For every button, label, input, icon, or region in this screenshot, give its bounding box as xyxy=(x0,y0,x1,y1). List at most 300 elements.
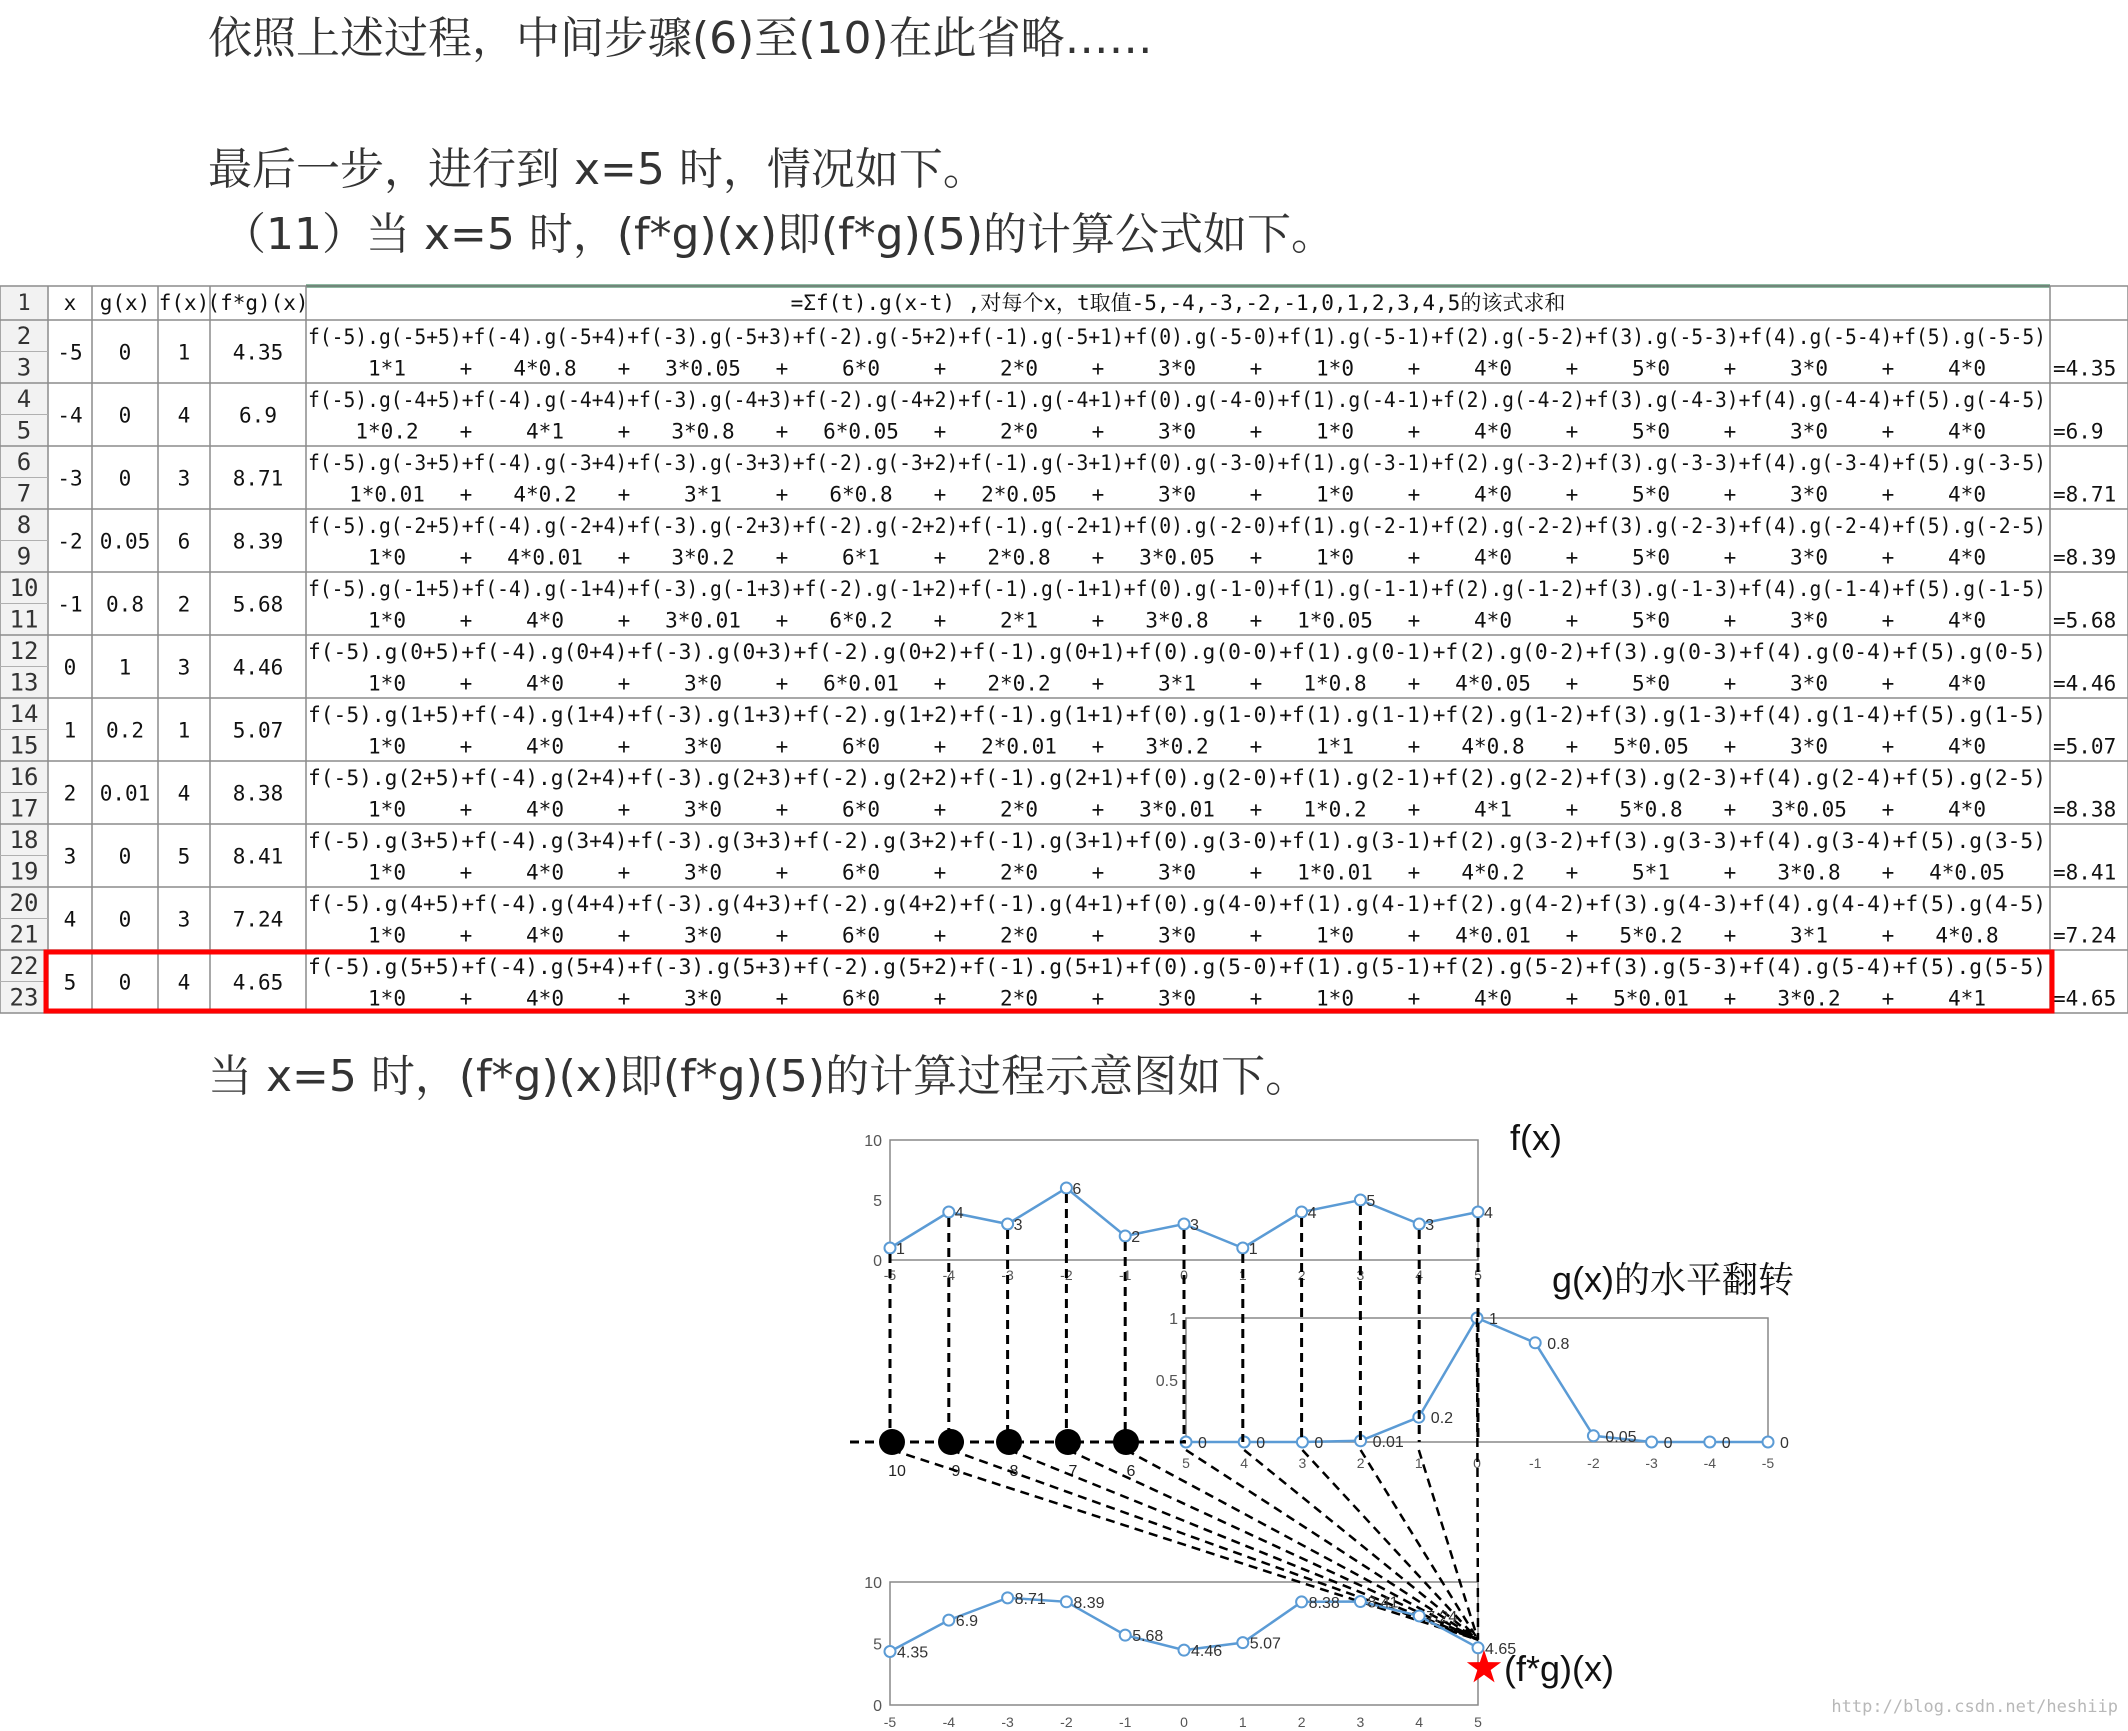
formula-line: f(-5).g(0+5)+f(-4).g(0+4)+f(-3).g(0+3)+f(-2).g(0+2)+f(-1).g(0+1)+f(0).g(0-0)+f(1).g(0-1)+f(2).g(0-2)+f(3).g(0-3)+f(4).g(0-4)+f(5).g(0-5) xyxy=(308,639,2047,664)
term-value: 4*0 xyxy=(526,608,564,633)
plus-sign: + xyxy=(775,797,789,822)
g-point xyxy=(1588,1430,1599,1441)
term-value: 4*0 xyxy=(1948,797,1986,822)
g-point xyxy=(1646,1437,1657,1448)
term-value: 3*0 xyxy=(1158,419,1196,444)
plus-sign: + xyxy=(1723,419,1737,444)
cell-g: 0 xyxy=(118,907,132,932)
f-ytick-label: 10 xyxy=(864,1133,882,1150)
term-value: 6*0 xyxy=(842,923,880,948)
f-plot-frame xyxy=(890,1140,1478,1260)
g-point-label: 0 xyxy=(1780,1435,1789,1452)
converging-line xyxy=(1126,1450,1478,1640)
f-xtick-label: -4 xyxy=(942,1267,956,1283)
f-ytick-label: 0 xyxy=(873,1253,882,1270)
cell-x: 5 xyxy=(63,970,77,995)
row-number: 2 xyxy=(16,321,32,350)
formula-line: f(-5).g(-3+5)+f(-4).g(-3+4)+f(-3).g(-3+3)+f(-2).g(-3+2)+f(-1).g(-3+1)+f(0).g(-3-0)+f(1).g(-3-1)+f(2).g(-3-2)+f(3).g(-3-3)+f(4).g(-3-4)+f(5).g(-3-5) xyxy=(308,450,2046,475)
cell-f: 6 xyxy=(177,529,191,554)
term-value: 2*0 xyxy=(1000,923,1038,948)
plus-sign: + xyxy=(1565,923,1579,948)
plus-sign: + xyxy=(1249,797,1263,822)
term-value: 4*0.2 xyxy=(513,482,577,507)
plus-sign: + xyxy=(775,356,789,381)
term-value: 1*0 xyxy=(1316,356,1354,381)
term-value: 3*0 xyxy=(1158,986,1196,1011)
f-xtick-label: 2 xyxy=(1297,1267,1306,1283)
term-value: 4*0.8 xyxy=(1461,734,1525,759)
last-step-paragraph: 最后一步，进行到 x=5 时，情况如下。 xyxy=(208,144,987,195)
term-value: 3*1 xyxy=(1158,671,1196,696)
plus-sign: + xyxy=(933,671,947,696)
plus-sign: + xyxy=(617,482,631,507)
term-value: 4*0 xyxy=(1948,419,1986,444)
conv-title: (f*g)(x) xyxy=(1504,1647,1614,1689)
term-value: 1*0 xyxy=(368,986,406,1011)
plus-sign: + xyxy=(459,356,473,381)
plus-sign: + xyxy=(1723,860,1737,885)
g-xtick-label: 4 xyxy=(1240,1455,1249,1471)
row-number: 15 xyxy=(9,731,39,760)
plus-sign: + xyxy=(1881,545,1895,570)
term-value: 1*0 xyxy=(368,734,406,759)
plus-sign: + xyxy=(1565,608,1579,633)
row-number: 19 xyxy=(9,857,39,886)
f-point xyxy=(1296,1207,1307,1218)
plus-sign: + xyxy=(933,986,947,1011)
cell-g: 0 xyxy=(118,466,132,491)
plus-sign: + xyxy=(1091,608,1105,633)
f-xtick-label: -2 xyxy=(1060,1267,1073,1283)
g-xtick-label: 3 xyxy=(1298,1455,1307,1471)
g-xtick-label: -1 xyxy=(1528,1455,1542,1471)
term-value: 2*0.2 xyxy=(987,671,1051,696)
g-xtick-label: -2 xyxy=(1587,1455,1600,1471)
term-value: 4*0 xyxy=(1474,482,1512,507)
conv-point xyxy=(1002,1592,1013,1603)
formula-line: f(-5).g(5+5)+f(-4).g(5+4)+f(-3).g(5+3)+f(-2).g(5+2)+f(-1).g(5+1)+f(0).g(5-0)+f(1).g(5-1)+f(2).g(5-2)+f(3).g(5-3)+f(4).g(5-4)+f(5).g(5-5) xyxy=(308,954,2047,979)
formula-line: f(-5).g(-1+5)+f(-4).g(-1+4)+f(-3).g(-1+3)+f(-2).g(-1+2)+f(-1).g(-1+1)+f(0).g(-1-0)+f(1).g(-1-1)+f(2).g(-1-2)+f(3).g(-1-3)+f(4).g(-1-4)+f(5).g(-1-5) xyxy=(308,576,2046,601)
plus-sign: + xyxy=(1407,419,1421,444)
plus-sign: + xyxy=(1565,860,1579,885)
plus-sign: + xyxy=(1091,734,1105,759)
row-number: 23 xyxy=(9,983,39,1012)
plus-sign: + xyxy=(459,608,473,633)
formula-line: f(-5).g(3+5)+f(-4).g(3+4)+f(-3).g(3+3)+f(-2).g(3+2)+f(-1).g(3+1)+f(0).g(3-0)+f(1).g(3-1)+f(2).g(3-2)+f(3).g(3-3)+f(4).g(3-4)+f(5).g(3-5) xyxy=(308,828,2047,853)
plus-sign: + xyxy=(1881,482,1895,507)
watermark-text: http://blog.csdn.net/heshiip xyxy=(1831,1697,2118,1717)
term-value: 3*0 xyxy=(684,734,722,759)
plus-sign: + xyxy=(933,482,947,507)
cell-result: =6.9 xyxy=(2053,419,2104,444)
term-value: 1*0 xyxy=(1316,986,1354,1011)
header-fg: (f*g)(x) xyxy=(207,291,309,315)
cell-fg: 8.71 xyxy=(232,466,284,491)
plus-sign: + xyxy=(1565,356,1579,381)
term-value: 4*0 xyxy=(526,671,564,696)
plus-sign: + xyxy=(1249,545,1263,570)
cell-fg: 7.24 xyxy=(232,907,284,932)
conv-point xyxy=(1061,1596,1072,1607)
header-formula: =Σf(t).g(x-t) ,对每个x，t取值-5,-4,-3,-2,-1,0,1,2,3,4,5的该式求和 xyxy=(790,291,1566,315)
conv-xtick-label: -1 xyxy=(1118,1714,1132,1730)
plus-sign: + xyxy=(1249,482,1263,507)
plus-sign: + xyxy=(933,797,947,822)
plus-sign: + xyxy=(617,923,631,948)
formula-line: f(-5).g(2+5)+f(-4).g(2+4)+f(-3).g(2+3)+f(-2).g(2+2)+f(-1).g(2+1)+f(0).g(2-0)+f(1).g(2-1)+f(2).g(2-2)+f(3).g(2-3)+f(4).g(2-4)+f(5).g(2-5) xyxy=(308,765,2047,790)
plus-sign: + xyxy=(459,545,473,570)
term-value: 4*0 xyxy=(1948,608,1986,633)
cell-fg: 8.41 xyxy=(232,844,284,869)
cell-x: 4 xyxy=(63,907,77,932)
cell-result: =4.35 xyxy=(2053,356,2117,381)
f-title: f(x) xyxy=(1510,1117,1562,1158)
conv-ytick-label: 10 xyxy=(864,1575,882,1592)
plus-sign: + xyxy=(775,860,789,885)
term-value: 4*0.2 xyxy=(1461,860,1525,885)
formula-line: f(-5).g(4+5)+f(-4).g(4+4)+f(-3).g(4+3)+f(-2).g(4+2)+f(-1).g(4+1)+f(0).g(4-0)+f(1).g(4-1)+f(2).g(4-2)+f(3).g(4-3)+f(4).g(4-4)+f(5).g(4-5) xyxy=(308,891,2047,916)
g-point-label: 0 xyxy=(1198,1435,1207,1452)
plus-sign: + xyxy=(1565,419,1579,444)
f-point xyxy=(1355,1195,1366,1206)
conv-xtick-label: 2 xyxy=(1297,1714,1306,1730)
term-value: 3*0 xyxy=(684,671,722,696)
term-value: 1*0.8 xyxy=(1303,671,1367,696)
cell-fg: 8.39 xyxy=(232,529,284,554)
plus-sign: + xyxy=(459,860,473,885)
cell-f: 4 xyxy=(177,403,191,428)
term-value: 6*0.2 xyxy=(829,608,893,633)
plus-sign: + xyxy=(933,608,947,633)
row-number: 11 xyxy=(9,605,39,634)
f-point xyxy=(1061,1183,1072,1194)
plus-sign: + xyxy=(1249,356,1263,381)
plus-sign: + xyxy=(1407,356,1421,381)
row-number: 14 xyxy=(9,699,39,728)
conv-xtick-label: 5 xyxy=(1474,1714,1482,1730)
conv-point xyxy=(1355,1596,1366,1607)
cell-x: 1 xyxy=(63,718,77,743)
g-point xyxy=(1530,1337,1541,1348)
plus-sign: + xyxy=(1091,419,1105,444)
intro-paragraph: 依照上述过程，中间步骤(6)至(10)在此省略…… xyxy=(208,13,1153,64)
plus-sign: + xyxy=(1249,734,1263,759)
term-value: 4*0 xyxy=(1948,545,1986,570)
plus-sign: + xyxy=(1881,671,1895,696)
g-point-label: 0 xyxy=(1721,1435,1731,1452)
row-number: 5 xyxy=(16,416,32,445)
f-point xyxy=(1237,1243,1248,1254)
row-number: 13 xyxy=(9,668,39,697)
cell-g: 0.01 xyxy=(99,781,151,806)
formula-line: f(-5).g(-2+5)+f(-4).g(-2+4)+f(-3).g(-2+3)+f(-2).g(-2+2)+f(-1).g(-2+1)+f(0).g(-2-0)+f(1).g(-2-1)+f(2).g(-2-2)+f(3).g(-2-3)+f(4).g(-2-4)+f(5).g(-2-5) xyxy=(308,513,2046,538)
plus-sign: + xyxy=(459,986,473,1011)
term-value: 5*0.8 xyxy=(1619,797,1683,822)
f-point-label: 3 xyxy=(1013,1217,1023,1234)
cell-g: 0.8 xyxy=(106,592,144,617)
g-xtick-label: 2 xyxy=(1356,1455,1365,1471)
plus-sign: + xyxy=(1407,797,1421,822)
f-xtick-label: -5 xyxy=(883,1267,897,1283)
f-point-label: 2 xyxy=(1131,1229,1141,1246)
row-number: 3 xyxy=(16,353,32,382)
plus-sign: + xyxy=(1407,860,1421,885)
cell-result: =8.38 xyxy=(2053,797,2117,822)
plus-sign: + xyxy=(459,419,473,444)
plus-sign: + xyxy=(617,797,631,822)
term-value: 6*0.05 xyxy=(823,419,899,444)
cell-f: 3 xyxy=(177,907,191,932)
plus-sign: + xyxy=(1565,671,1579,696)
term-value: 1*0.05 xyxy=(1297,608,1373,633)
conv-point-label: 8.41 xyxy=(1367,1594,1399,1612)
header-g: g(x) xyxy=(99,291,151,315)
conv-xtick-label: 1 xyxy=(1238,1714,1247,1730)
plus-sign: + xyxy=(1091,860,1105,885)
step-11-paragraph: （11）当 x=5 时，(f*g)(x)即(f*g)(5)的计算公式如下。 xyxy=(222,209,1336,260)
cell-g: 0.05 xyxy=(99,529,151,554)
plus-sign: + xyxy=(617,734,631,759)
cell-g: 0 xyxy=(118,340,132,365)
f-xtick-label: 4 xyxy=(1415,1267,1424,1283)
plus-sign: + xyxy=(1091,545,1105,570)
f-point-label: 5 xyxy=(1366,1193,1376,1210)
term-value: 4*0 xyxy=(1948,734,1986,759)
term-value: 1*0.01 xyxy=(349,482,425,507)
term-value: 1*0 xyxy=(1316,482,1354,507)
cell-f: 2 xyxy=(177,592,191,617)
plus-sign: + xyxy=(933,356,947,381)
term-value: 1*0.2 xyxy=(355,419,419,444)
conv-point xyxy=(943,1615,954,1626)
cell-fg: 4.46 xyxy=(232,655,284,680)
plus-sign: + xyxy=(1091,482,1105,507)
f-point xyxy=(1473,1207,1484,1218)
term-value: 3*0 xyxy=(684,797,722,822)
f-point xyxy=(1179,1219,1190,1230)
term-value: 3*0.05 xyxy=(1771,797,1847,822)
cell-f: 4 xyxy=(177,781,191,806)
plus-sign: + xyxy=(775,671,789,696)
plus-sign: + xyxy=(459,734,473,759)
conv-point xyxy=(1179,1645,1190,1656)
term-value: 3*0.05 xyxy=(1139,545,1215,570)
term-value: 4*0 xyxy=(1474,608,1512,633)
term-value: 3*0 xyxy=(1790,671,1828,696)
f-xtick-label: 0 xyxy=(1180,1267,1188,1283)
g-point-label: 0.2 xyxy=(1430,1410,1454,1428)
term-value: 4*0 xyxy=(1474,986,1512,1011)
term-value: 5*0 xyxy=(1632,545,1670,570)
term-value: 4*0 xyxy=(526,986,564,1011)
g-point xyxy=(1704,1437,1715,1448)
term-value: 3*0.8 xyxy=(671,419,735,444)
term-value: 3*0 xyxy=(1790,419,1828,444)
row-number: 17 xyxy=(9,794,39,823)
f-point xyxy=(1120,1231,1131,1242)
term-value: 4*0 xyxy=(526,860,564,885)
f-xtick-label: 3 xyxy=(1356,1267,1365,1283)
plus-sign: + xyxy=(1565,545,1579,570)
plus-sign: + xyxy=(459,671,473,696)
cell-g: 1 xyxy=(118,655,132,680)
plus-sign: + xyxy=(1881,419,1895,444)
plus-sign: + xyxy=(1881,356,1895,381)
formula-line: f(-5).g(-5+5)+f(-4).g(-5+4)+f(-3).g(-5+3)+f(-2).g(-5+2)+f(-1).g(-5+1)+f(0).g(-5-0)+f(1).g(-5-1)+f(2).g(-5-2)+f(3).g(-5-3)+f(4).g(-5-4)+f(5).g(-5-5) xyxy=(308,324,2046,349)
term-value: 3*0.2 xyxy=(671,545,735,570)
term-value: 4*0.8 xyxy=(1935,923,1999,948)
conv-xtick-label: -2 xyxy=(1060,1714,1073,1730)
g-point-label: 0.01 xyxy=(1372,1433,1404,1451)
term-value: 3*0 xyxy=(1790,356,1828,381)
term-value: 2*0 xyxy=(1000,986,1038,1011)
cell-x: -2 xyxy=(57,529,83,554)
black-dot-label: 9 xyxy=(951,1463,961,1480)
term-value: 5*0.2 xyxy=(1619,923,1683,948)
plus-sign: + xyxy=(1407,608,1421,633)
plus-sign: + xyxy=(775,482,789,507)
term-value: 1*0 xyxy=(1316,419,1354,444)
plus-sign: + xyxy=(1723,986,1737,1011)
plus-sign: + xyxy=(933,419,947,444)
plus-sign: + xyxy=(775,734,789,759)
f-xtick-label: -1 xyxy=(1118,1267,1132,1283)
spreadsheet-table xyxy=(0,278,2128,1018)
g-point-label: 0.8 xyxy=(1547,1335,1570,1353)
plus-sign: + xyxy=(1723,545,1737,570)
row-number: 12 xyxy=(9,636,39,665)
header-row-number: 1 xyxy=(17,291,31,316)
convolution-diagram xyxy=(0,1110,2128,1731)
term-value: 1*0 xyxy=(368,797,406,822)
plus-sign: + xyxy=(1249,923,1263,948)
term-value: 3*0.05 xyxy=(665,356,741,381)
term-value: 4*0 xyxy=(526,734,564,759)
conv-xtick-label: -4 xyxy=(942,1714,956,1730)
term-value: 3*0 xyxy=(684,860,722,885)
cell-fg: 5.68 xyxy=(232,592,284,617)
plus-sign: + xyxy=(1407,986,1421,1011)
term-value: 1*0 xyxy=(1316,923,1354,948)
term-value: 6*0 xyxy=(842,797,880,822)
cell-g: 0 xyxy=(118,970,132,995)
plus-sign: + xyxy=(617,356,631,381)
conv-point xyxy=(1120,1630,1131,1641)
row-number: 22 xyxy=(9,951,39,980)
term-value: 3*0 xyxy=(1790,608,1828,633)
conv-point-label: 5.07 xyxy=(1249,1635,1281,1653)
f-point-label: 1 xyxy=(896,1241,905,1258)
term-value: 2*0.05 xyxy=(981,482,1057,507)
plus-sign: + xyxy=(1249,860,1263,885)
term-value: 6*0 xyxy=(842,860,880,885)
term-value: 5*0 xyxy=(1632,671,1670,696)
g-xtick-label: -3 xyxy=(1645,1455,1658,1471)
plus-sign: + xyxy=(933,923,947,948)
plus-sign: + xyxy=(1565,482,1579,507)
cell-result: =5.07 xyxy=(2053,734,2117,759)
g-point xyxy=(1763,1437,1774,1448)
term-value: 6*0.8 xyxy=(829,482,893,507)
cell-x: -1 xyxy=(57,592,83,617)
conv-point-label: 8.39 xyxy=(1073,1594,1105,1612)
plus-sign: + xyxy=(617,608,631,633)
row-number: 10 xyxy=(9,573,39,602)
cell-f: 1 xyxy=(177,340,191,365)
cell-g: 0 xyxy=(118,403,132,428)
plus-sign: + xyxy=(459,482,473,507)
term-value: 1*0.01 xyxy=(1297,860,1373,885)
converging-line xyxy=(1477,1318,1478,1640)
term-value: 3*0.2 xyxy=(1145,734,1209,759)
term-value: 3*0 xyxy=(684,986,722,1011)
cell-fg: 4.35 xyxy=(232,340,284,365)
conv-point xyxy=(1237,1637,1248,1648)
row-number: 21 xyxy=(9,920,39,949)
plus-sign: + xyxy=(775,419,789,444)
cell-f: 3 xyxy=(177,466,191,491)
plus-sign: + xyxy=(1723,671,1737,696)
term-value: 3*0.8 xyxy=(1777,860,1841,885)
cell-x: -5 xyxy=(57,340,83,365)
plus-sign: + xyxy=(617,545,631,570)
f-point-label: 4 xyxy=(1484,1205,1493,1222)
term-value: 5*0 xyxy=(1632,482,1670,507)
term-value: 4*0.05 xyxy=(1929,860,2005,885)
g-point-label: 1 xyxy=(1489,1311,1498,1328)
term-value: 1*1 xyxy=(368,356,406,381)
term-value: 3*0.01 xyxy=(665,608,741,633)
term-value: 3*0 xyxy=(1158,356,1196,381)
plus-sign: + xyxy=(1407,734,1421,759)
cell-f: 5 xyxy=(177,844,191,869)
f-point-label: 1 xyxy=(1248,1241,1258,1258)
plus-sign: + xyxy=(1881,860,1895,885)
term-value: 3*0 xyxy=(1790,734,1828,759)
cell-result: =4.65 xyxy=(2053,986,2117,1011)
term-value: 5*0 xyxy=(1632,419,1670,444)
cell-f: 3 xyxy=(177,655,191,680)
plus-sign: + xyxy=(1249,419,1263,444)
conv-xtick-label: -5 xyxy=(883,1714,897,1730)
term-value: 4*0 xyxy=(1474,356,1512,381)
row-number: 16 xyxy=(9,762,39,791)
g-xtick-label: 1 xyxy=(1414,1455,1423,1471)
term-value: 1*1 xyxy=(1316,734,1354,759)
term-value: 3*0 xyxy=(1158,482,1196,507)
term-value: 2*0.8 xyxy=(987,545,1051,570)
g-ytick-label: 0.5 xyxy=(1155,1373,1178,1390)
cell-result: =4.46 xyxy=(2053,671,2117,696)
cell-result: =8.71 xyxy=(2053,482,2117,507)
plus-sign: + xyxy=(1407,923,1421,948)
f-point xyxy=(1002,1219,1013,1230)
plus-sign: + xyxy=(1091,986,1105,1011)
cell-fg: 5.07 xyxy=(232,718,284,743)
term-value: 5*0 xyxy=(1632,608,1670,633)
plus-sign: + xyxy=(1881,986,1895,1011)
plus-sign: + xyxy=(1565,734,1579,759)
conv-point-label: 5.68 xyxy=(1132,1628,1164,1646)
term-value: 1*0 xyxy=(368,608,406,633)
term-value: 1*0.2 xyxy=(1303,797,1367,822)
term-value: 2*0 xyxy=(1000,860,1038,885)
f-ytick-label: 5 xyxy=(873,1193,882,1210)
term-value: 1*0 xyxy=(368,545,406,570)
row-number: 7 xyxy=(16,479,32,508)
term-value: 2*0 xyxy=(1000,356,1038,381)
term-value: 6*0.01 xyxy=(823,671,899,696)
